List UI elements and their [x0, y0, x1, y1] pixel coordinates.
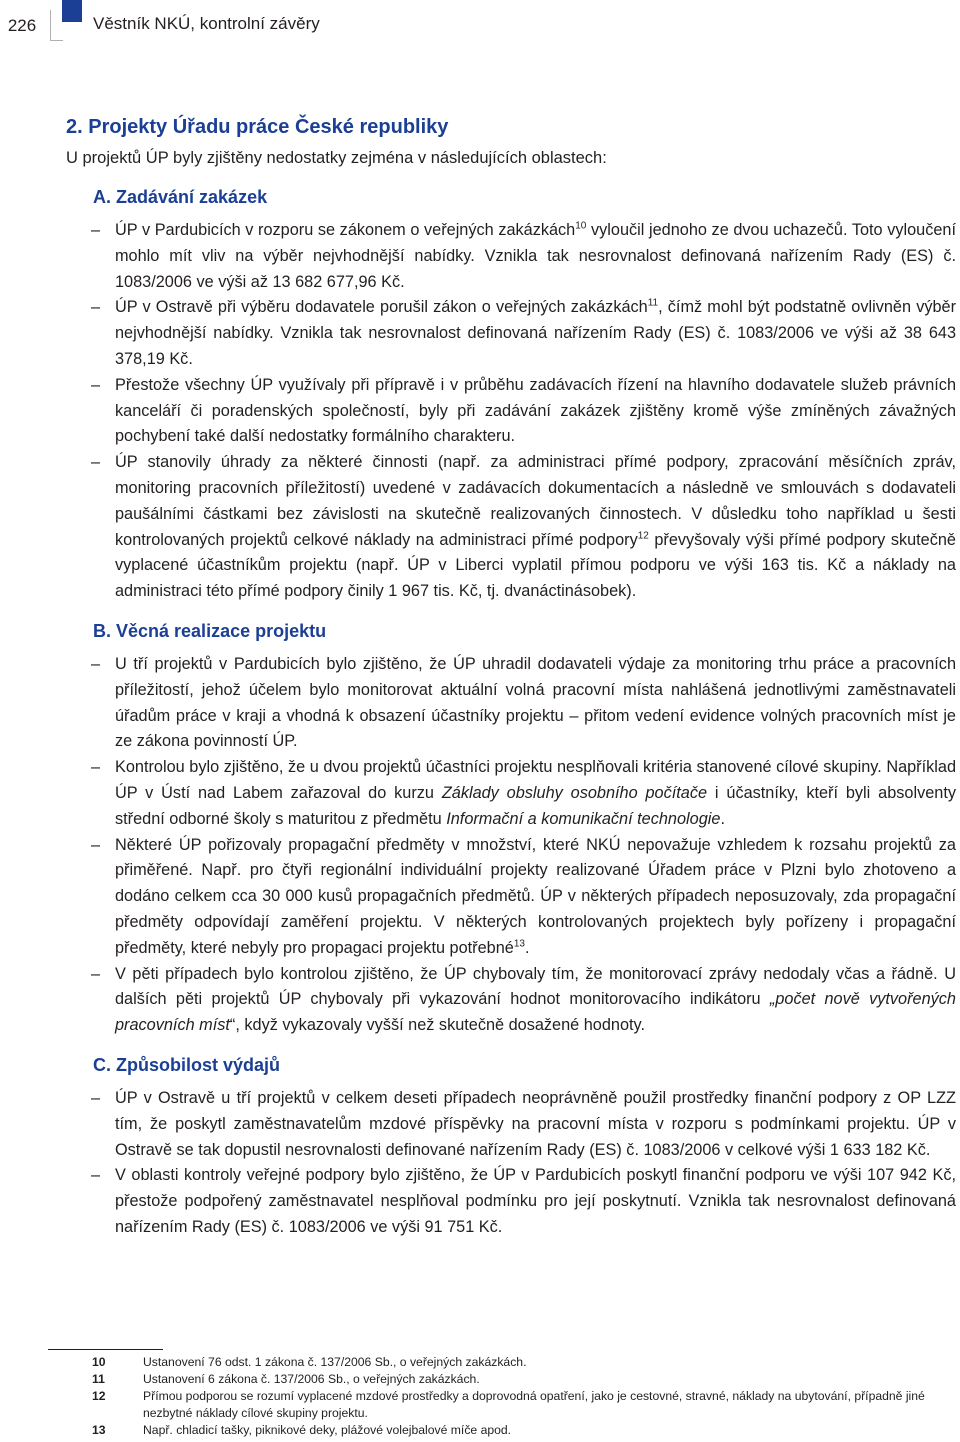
footnote: 13 Např. chladicí tašky, piknikové deky, plážové volejbalové míče apod.	[92, 1423, 512, 1437]
list-item: – U tří projektů v Pardubicích bylo zjištěno, že ÚP uhradil dodavateli výdaje za monitoring trhu práce a pracovních příležitostí, jehož účelem bylo monitorovat aktuální volná pracovní místa nahlášená jednotlivými zaměstnavateli úřadům práce v kraji a vhodná k obsazení účastníky projektu – přitom vedení evidence volných pracovních míst je ze zákona povinností ÚP.	[115, 652, 956, 755]
bullet-list	[66, 218, 956, 605]
list-item: – ÚP v Pardubicích v rozporu se zákonem o veřejných zakázkách$^{10}$ vyloučil jednoho ze dvou uchazečů. Toto vyloučení mohlo mít vliv na výběr nejvhodnější nabídky. Vznikla tak nesrovnalost definovaná nařízením Rady (ES) č. 1083/2006 ve výši až 13 682 677,96 Kč.	[115, 218, 956, 295]
list-item: – ÚP stanovily úhrady za některé činnosti (např. za administraci přímé podpory, zpracování měsíčních zpráv, monitoring pracovních příležitostí) uvedené v zadávacích dokumentacích a následně ve smlouvách s dodavateli paušálními částkami bez závislosti na skutečně realizovaných činnostech. V důsledku toho například u šesti kontrolovaných projektů celkové náklady na administraci přímé podpory$^{12}$ převyšovaly výši přímé podpory skutečně vyplacené účastníkům projektu (např. ÚP v Liberci vyplatil přímou podporu ve výši 163 tis. Kč a náklady na administraci této přímé podpory činily 1 967 tis. Kč, tj. dvanáctinásobek).	[115, 450, 956, 605]
list-item: – ÚP v Ostravě u tří projektů v celkem deseti případech neoprávněně použil prostředky finanční podpory z OP LZZ tím, že poskytl zaměstnavatelům mzdové příspěvky na pracovní místa v rozporu s podmínkami projektu. ÚP v Ostravě se tak dopustil nesrovnalosti definované nařízením Rady (ES) č. 1083/2006 v celkové výši 1 633 182 Kč.	[115, 1086, 956, 1163]
footnote: 12 Přímou podporou se rozumí vyplacené mzdové prostředky a doprovodná opatření, jako je cestovné, stravné, náklady na ubytování, případně jiné nezbytné náklady cílové skupiny projektu.	[92, 1389, 925, 1420]
footnote-ref: 12	[637, 530, 649, 542]
bullet-list	[66, 1086, 956, 1241]
page-number: 226	[7, 16, 37, 35]
footnote-ref: 10	[575, 220, 587, 232]
list-item: – Kontrolou bylo zjištěno, že u dvou projektů účastníci projektu nesplňovali kritéria stanovené cílové skupiny. Například ÚP v Ústí nad Labem zařazoval do kurzu Základy obsluhy osobního počítače i účastníky, kteří byli absolventy střední odborné školy s maturitou z předmětu Informační a komunikační technologie.	[115, 755, 956, 832]
footnote: 11 Ustanovení 6 zákona č. 137/2006 Sb., o veřejných zakázkách.	[92, 1372, 480, 1386]
list-item: – Některé ÚP pořizovaly propagační předměty v množství, které NKÚ nepovažuje vzhledem k rozsahu projektů za přiměřené. Např. pro čtyři regionální individuální projekty realizované Úřadem práce v Plzni bylo zhotoveno a dodáno celkem cca 30 000 kusů propagačních předmětů. ÚP v některých případech neposuzovaly, zda propagační předměty odpovídají zaměření projektu. V některých kontrolovaných projektech byly pořízeny i propagační předměty, které nebyly pro propagaci projektu potřebné$^{13}$.	[115, 833, 956, 962]
dash-bullet-icon: –	[91, 758, 101, 777]
footnote-ref: 11	[647, 297, 659, 309]
nku-logo	[48, 0, 82, 40]
subject-name: Informační a komunikační technologie	[446, 809, 721, 828]
list-item: – ÚP v Ostravě při výběru dodavatele porušil zákon o veřejných zakázkách$^{11}$, čímž mohl být podstatně ovlivněn výběr nejvhodnější nabídky. Vznikla tak nesrovnalost definovaná nařízením Rady (ES) č. 1083/2006 ve výši až 38 643 378,19 Kč.	[115, 295, 956, 372]
logo-blue-square	[62, 0, 82, 22]
page-header	[0, 0, 960, 56]
bullet-list	[66, 652, 956, 1039]
running-title: Věstník NKÚ, kontrolní závěry	[93, 14, 320, 33]
footnote-divider	[48, 1349, 163, 1350]
dash-bullet-icon: –	[91, 221, 101, 239]
dash-bullet-icon: –	[91, 453, 101, 472]
indicator-name: „počet nově vytvořených pracovních míst	[115, 990, 956, 1035]
dash-bullet-icon: –	[91, 835, 101, 854]
main-content	[66, 116, 956, 1241]
list-item: – V oblasti kontroly veřejné podpory bylo zjištěno, že ÚP v Pardubicích poskytl finanční podporu ve výši 107 942 Kč, přestože podpořený zaměstnavatel nesplňoval podmínku pro její poskytnutí. Vznikla tak nesrovnalost definovaná nařízením Rady (ES) č. 1083/2006 ve výši 91 751 Kč.	[115, 1163, 956, 1240]
dash-bullet-icon: –	[91, 964, 101, 983]
dash-bullet-icon: –	[91, 298, 101, 317]
intro-text: U projektů ÚP byly zjištěny nedostatky zejména v následujících oblastech:	[66, 149, 607, 167]
dash-bullet-icon: –	[91, 375, 101, 394]
footnote: 10 Ustanovení 76 odst. 1 zákona č. 137/2006 Sb., o veřejných zakázkách.	[92, 1355, 527, 1369]
dash-bullet-icon: –	[91, 1088, 101, 1107]
section-title: 2. Projekty Úřadu práce České republiky	[66, 116, 449, 138]
footnotes	[48, 1349, 948, 1439]
list-item: – V pěti případech bylo kontrolou zjištěno, že ÚP chybovaly tím, že monitorovací zprávy nedodaly včas a řádně. U dalších pěti projektů ÚP chybovaly při vykazování hodnot monitorovacího indikátoru „počet nově vytvořených pracovních míst“, když vykazovaly vyšší než skutečně dosažené hodnoty.	[115, 962, 956, 1039]
course-name: Základy obsluhy osobního počítače	[441, 783, 708, 802]
list-item: – Přestože všechny ÚP využívaly při přípravě i v průběhu zadávacích řízení na hlavního dodavatele služeb právních kanceláří či poradenských společností, byly při zadávání zakázek zjištěny kromě výše zmíněných závažných pochybení také další nedostatky formálního charakteru.	[115, 373, 956, 450]
subsection-title: C. Způsobilost výdajů	[93, 1054, 281, 1075]
subsection-title: A. Zadávání zakázek	[93, 187, 268, 207]
dash-bullet-icon: –	[91, 1166, 101, 1185]
dash-bullet-icon: –	[91, 654, 101, 673]
footnote-ref: 13	[513, 938, 525, 950]
subsection-title: B. Věcná realizace projektu	[93, 620, 327, 641]
